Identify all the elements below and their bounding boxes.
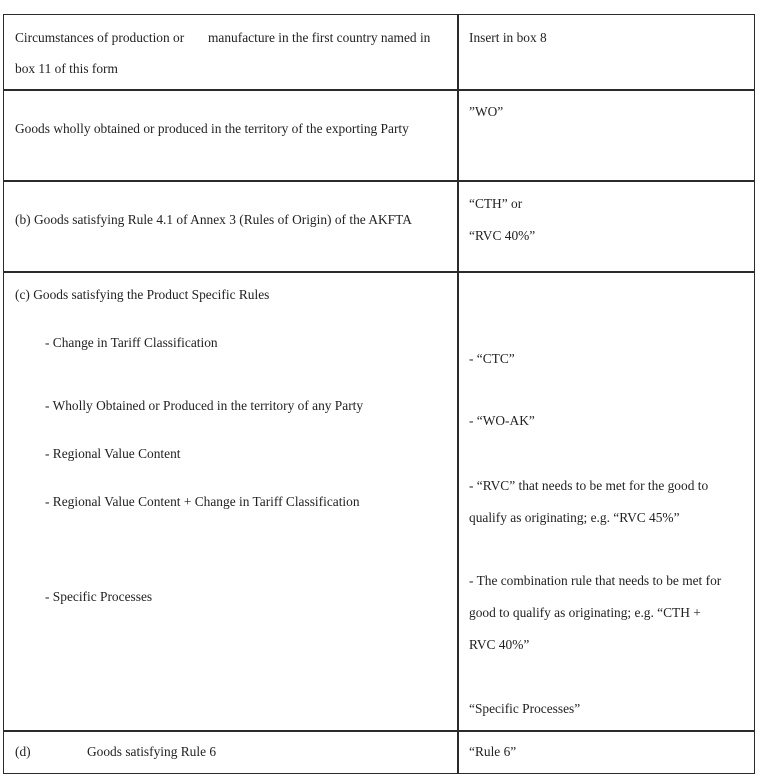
row-b-left: (b) Goods satisfying Rule 4.1 of Annex 3 (Rules of Origin) of the AKFTA <box>15 212 412 227</box>
row-b-right-line1: “CTH” or <box>469 196 523 211</box>
row-c-right-ctc: - “CTC” <box>469 351 515 366</box>
row-c-right-comb-line2: good to qualify as originating; e.g. “CTH + <box>469 605 701 620</box>
row-c-right-rvc-line1: - “RVC” that needs to be met for the good to <box>469 478 709 493</box>
row-c-right-specific: “Specific Processes” <box>469 701 581 716</box>
row-c-right-cell <box>457 271 755 732</box>
row-wo-right: ”WO” <box>469 104 504 119</box>
row-d-left: Goods satisfying Rule 6 <box>87 744 217 759</box>
row-c-right-comb-line1: - The combination rule that needs to be met for <box>469 573 722 588</box>
row-c-item: - Wholly Obtained or Produced in the territory of any Party <box>45 398 364 413</box>
row-d-left-cell <box>3 730 459 774</box>
row-c-item: - Regional Value Content + Change in Tariff Classification <box>45 494 360 509</box>
header-right-cell <box>457 14 755 91</box>
row-wo-left: Goods wholly obtained or produced in the territory of the exporting Party <box>15 121 409 136</box>
header-left-line1: Circumstances of production or <box>15 30 185 45</box>
header-left-line1b: manufacture in the first country named in <box>208 30 431 45</box>
row-c-item: - Specific Processes <box>45 589 153 604</box>
header-left-line2: box 11 of this form <box>15 61 118 76</box>
row-c-heading: (c) Goods satisfying the Product Specific Rules <box>15 287 270 302</box>
row-d-label: (d) <box>15 744 31 759</box>
row-b-right-cell <box>457 180 755 273</box>
row-d-right: “Rule 6” <box>469 744 517 759</box>
row-b-right-line2: “RVC 40%” <box>469 228 536 243</box>
header-right: Insert in box 8 <box>469 30 547 45</box>
row-c-item: - Regional Value Content <box>45 446 181 461</box>
row-wo-right-cell <box>457 89 755 182</box>
row-c-item: - Change in Tariff Classification <box>45 335 218 350</box>
header-left-cell <box>3 14 459 91</box>
row-c-right-woak: - “WO-AK” <box>469 413 535 428</box>
row-c-right-comb-line3: RVC 40%” <box>469 637 530 652</box>
row-c-right-rvc-line2: qualify as originating; e.g. “RVC 45%” <box>469 510 680 525</box>
